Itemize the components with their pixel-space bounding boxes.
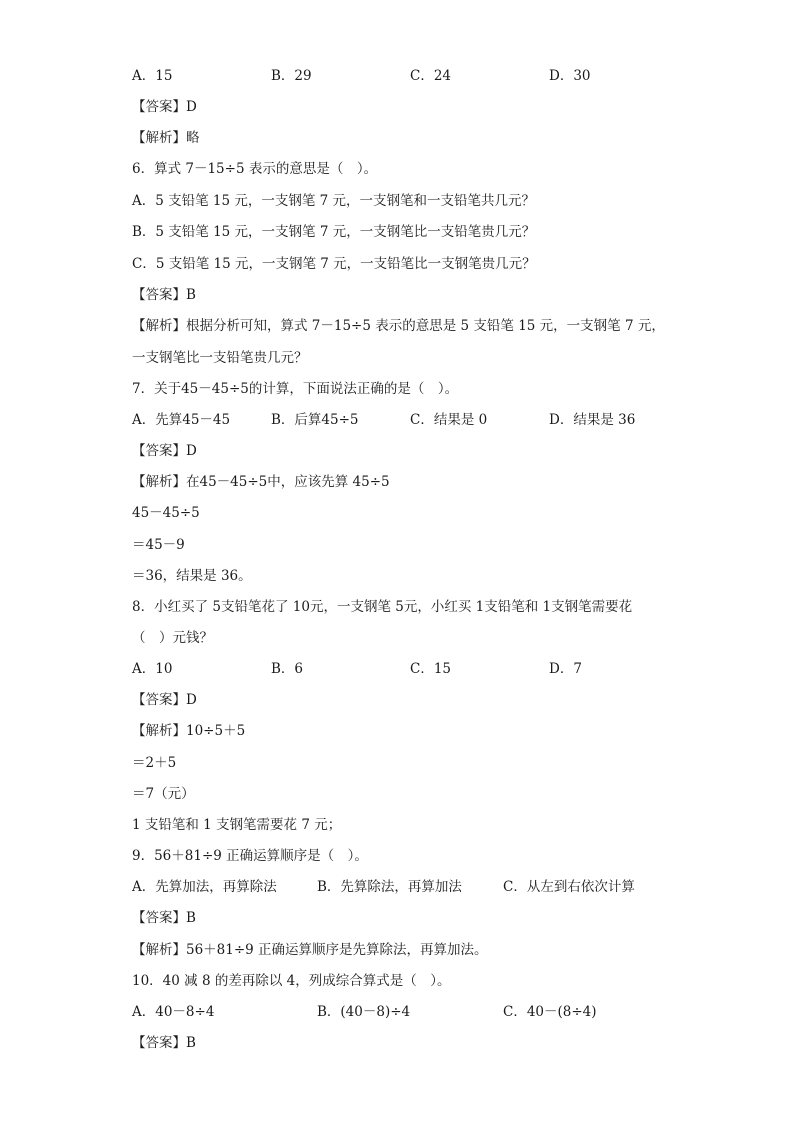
q10-answer: 【答案】B: [132, 1035, 196, 1051]
q6-question: 6．算式 7－15÷5 表示的意思是（ ）。: [132, 161, 378, 177]
q8-option-c: C．15: [410, 661, 452, 677]
q7-question: 7．关于45－45÷5的计算，下面说法正确的是（ ）。: [132, 381, 459, 397]
q8-option-b: B．6: [271, 661, 304, 677]
q7-option-c: C．结果是 0: [410, 412, 488, 428]
q6-option-c: C．5 支铅笔 15 元，一支钢笔 7 元，一支铅笔比一支钢笔贵几元？: [132, 256, 536, 272]
q8-question-line-1: 8．小红买了 5支铅笔花了 10元，一支钢笔 5元，小红买 1支铅笔和 1支钢笔需要花: [132, 599, 633, 615]
q7-option-d: D．结果是 36: [549, 412, 636, 428]
q5-option-c: C．24: [410, 68, 452, 84]
q5-option-a: A．15: [132, 68, 173, 84]
q10-option-c: C．40－(8÷4): [503, 1004, 597, 1020]
q8-answer: 【答案】D: [132, 692, 197, 708]
q5-option-b: B．29: [271, 68, 312, 84]
q9-option-a: A．先算加法，再算除法: [132, 879, 277, 895]
q8-question-line-2: （ ）元钱？: [132, 630, 213, 646]
q8-option-a: A．10: [132, 661, 173, 677]
q7-answer: 【答案】D: [132, 443, 197, 459]
q9-answer: 【答案】B: [132, 910, 196, 926]
q9-analysis: 【解析】56＋81÷9 正确运算顺序是先算除法，再算加法。: [132, 942, 488, 958]
q7-option-b: B．后算45÷5: [271, 412, 359, 428]
q7-analysis-line-4: ＝36，结果是 36。: [132, 568, 252, 584]
q8-analysis-line-4: 1 支铅笔和 1 支钢笔需要花 7 元；: [132, 817, 342, 833]
q7-analysis-line-1: 【解析】在45－45÷5中，应该先算 45÷5: [132, 474, 390, 490]
q6-option-b: B．5 支铅笔 15 元，一支钢笔 7 元，一支钢笔比一支铅笔贵几元？: [132, 224, 536, 240]
q6-option-a: A．5 支铅笔 15 元，一支钢笔 7 元，一支钢笔和一支铅笔共几元？: [132, 193, 536, 209]
q10-option-a: A．40－8÷4: [132, 1004, 215, 1020]
q5-option-d: D．30: [549, 68, 591, 84]
q6-answer: 【答案】B: [132, 287, 196, 303]
q6-analysis-line-2: 一支钢笔比一支铅笔贵几元？: [132, 350, 308, 366]
q8-option-d: D．7: [549, 661, 582, 677]
q9-option-b: B．先算除法，再算加法: [317, 879, 462, 895]
q5-analysis: 【解析】略: [132, 130, 200, 146]
q8-analysis-line-2: ＝2＋5: [132, 755, 177, 771]
q10-question: 10．40 减 8 的差再除以 4，列成综合算式是（ ）。: [132, 973, 451, 989]
q7-option-a: A．先算45－45: [132, 412, 231, 428]
q7-analysis-line-2: 45－45÷5: [132, 505, 200, 521]
q5-answer: 【答案】D: [132, 99, 197, 115]
q8-analysis-line-1: 【解析】10÷5＋5: [132, 723, 246, 739]
q7-analysis-line-3: ＝45－9: [132, 537, 185, 553]
q8-analysis-line-3: ＝7（元）: [132, 786, 195, 802]
q6-analysis-line-1: 【解析】根据分析可知，算式 7－15÷5 表示的意思是 5 支铅笔 15 元，一支钢笔 7 元，: [132, 318, 665, 334]
q9-option-c: C．从左到右依次计算: [503, 879, 635, 895]
q9-question: 9．56＋81÷9 正确运算顺序是（ ）。: [132, 848, 368, 864]
q10-option-b: B．(40－8)÷4: [317, 1004, 411, 1020]
